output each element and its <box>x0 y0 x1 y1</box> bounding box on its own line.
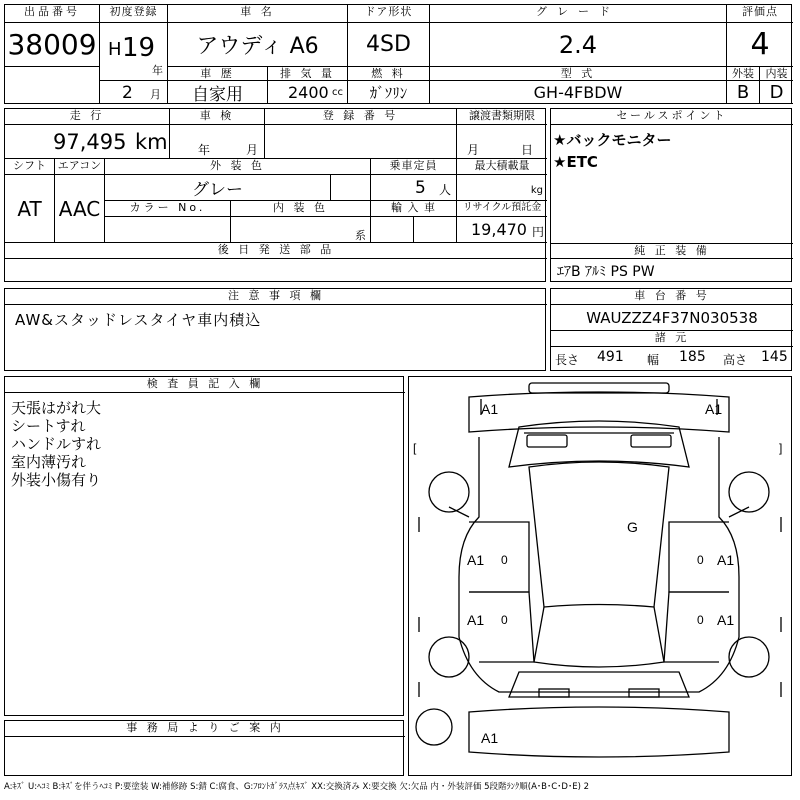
insp-year-unit: 年 <box>198 143 211 157</box>
sales-point-2: ★ETC <box>553 153 598 171</box>
load-label: 最大積載量 <box>457 159 547 175</box>
score-label: 評価点 <box>727 5 793 23</box>
mark-right-front-door: A1 <box>717 552 735 568</box>
parts <box>5 259 547 281</box>
color-no-label: カラー No. <box>105 201 231 217</box>
shift-label: シフト <box>5 159 55 175</box>
length-label: 長さ <box>555 353 580 367</box>
mark-left-rear-door: A1 <box>467 612 485 628</box>
model-label: 型 式 <box>430 67 727 81</box>
door-type: 4SD <box>348 23 430 67</box>
import-b <box>414 217 457 243</box>
notes: AW&スタッドレスタイヤ車内積込 <box>15 311 262 329</box>
displacement-unit: cc <box>332 87 343 98</box>
notes-section <box>4 288 546 371</box>
capacity-unit: 人 <box>439 183 452 197</box>
inspector-line-2: シートすれ <box>11 417 86 435</box>
history-label: 車 歴 <box>168 67 268 81</box>
int-color-unit: 系 <box>355 229 366 242</box>
reg-no <box>265 125 457 159</box>
displacement <box>268 81 348 104</box>
chassis-label: 車 台 番 号 <box>551 289 793 305</box>
transfer-day: 日 <box>521 143 534 157</box>
ac-label: エアコン <box>55 159 105 175</box>
bracket-left: [ <box>413 441 417 455</box>
mark-right-rear-door: A1 <box>717 612 735 628</box>
int-color-label: 内 装 色 <box>231 201 371 217</box>
width-label: 幅 <box>647 353 660 367</box>
exterior-grade: B <box>727 81 760 104</box>
mileage <box>5 125 170 159</box>
reg-year: 19 <box>122 33 156 63</box>
inspection <box>170 125 265 159</box>
era: H <box>108 39 122 60</box>
chassis-section <box>550 288 792 371</box>
import-label: 輸 入 車 <box>371 201 457 217</box>
transfer-label: 譲渡書類期限 <box>457 109 547 125</box>
legend-footer: A:ｷｽﾞ U:ﾍｺﾐ B:ｷｽﾞを伴うﾍｺﾐ P:要塗装 W:補修跡 S:錆 C:腐食、G:ﾌﾛﾝﾄｶﾞﾗｽ点ｷｽﾞ XX:交換済み X:要交換 欠:欠品 内・外装評価 5段階ﾗﾝｸ順(A･B･C･D･E) 2 <box>4 782 590 792</box>
zero-mark-3: 0 <box>501 613 508 627</box>
damage-diagram <box>408 376 792 776</box>
sales-section <box>550 108 792 282</box>
parts-label: 後 日 発 送 部 品 <box>5 243 547 259</box>
mileage-unit: km <box>135 130 168 154</box>
mark-rear: A1 <box>481 730 499 746</box>
inspector-line-3: ハンドルすれ <box>11 435 102 453</box>
ac: AAC <box>55 175 105 243</box>
sales-label: セールスポイント <box>551 109 793 125</box>
import-a <box>371 217 414 243</box>
grade: 2.4 <box>430 23 727 67</box>
interior-label: 内装 <box>760 67 793 81</box>
recycle-label: リサイクル預託金 <box>457 201 547 217</box>
capacity-label: 乗車定員 <box>371 159 457 175</box>
mileage-label: 走 行 <box>5 109 170 125</box>
bracket-right: ] <box>779 441 783 455</box>
car-name: アウディ A6 <box>168 23 348 67</box>
recycle-unit: 円 <box>531 225 544 239</box>
month-unit: 月 <box>150 88 161 101</box>
height-label: 高さ <box>723 353 748 367</box>
score: 4 <box>727 23 793 67</box>
office-label: 事 務 局 よ り ご 案 内 <box>5 721 405 737</box>
year-unit: 年 <box>152 64 163 77</box>
mark-roof: G <box>627 519 638 535</box>
fuel-label: 燃 料 <box>348 67 430 81</box>
capacity-value: 5 <box>415 178 426 198</box>
car-name-label: 車 名 <box>168 5 348 23</box>
lot-number: 38009 <box>5 23 100 67</box>
interior-grade: D <box>760 81 793 104</box>
car-diagram-svg <box>409 377 791 775</box>
reg-month: 2 <box>122 83 133 103</box>
capacity <box>371 175 457 201</box>
recycle-value: 19,470 <box>471 220 527 239</box>
color-label: 外 装 色 <box>105 159 371 175</box>
shift: AT <box>5 175 55 243</box>
equipment-label: 純 正 装 備 <box>551 243 793 259</box>
notes-label: 注 意 事 項 欄 <box>5 289 547 305</box>
zero-mark-1: 0 <box>501 553 508 567</box>
door-label: ドア形状 <box>348 5 430 23</box>
dims <box>551 347 793 371</box>
int-color <box>231 217 371 243</box>
lot-label: 出品番号 <box>5 5 100 23</box>
length: 491 <box>597 349 624 365</box>
history: 自家用 <box>168 81 268 104</box>
width: 185 <box>679 349 706 365</box>
first-reg-year <box>100 23 168 81</box>
spec-section <box>4 108 546 282</box>
model: GH-4FBDW <box>430 81 727 104</box>
load-unit: kg <box>530 185 543 196</box>
recycle <box>457 217 547 243</box>
lot-blank <box>5 67 100 104</box>
first-reg-month <box>100 81 168 104</box>
inspector-line-4: 室内薄汚れ <box>11 453 87 471</box>
mark-front-left: A1 <box>481 401 499 417</box>
load <box>457 175 547 201</box>
mark-left-front-door: A1 <box>467 552 485 568</box>
fuel: ｶﾞｿﾘﾝ <box>348 81 430 104</box>
inspector-section <box>4 376 404 716</box>
exterior-label: 外装 <box>727 67 760 81</box>
zero-mark-4: 0 <box>697 613 704 627</box>
first-reg-label: 初度登録 <box>100 5 168 23</box>
color-no <box>105 217 231 243</box>
inspection-label: 車 検 <box>170 109 265 125</box>
sales-point-1: ★バックモニター <box>553 131 672 149</box>
dims-label: 諸 元 <box>551 331 793 347</box>
transfer <box>457 125 547 159</box>
inspector-line-1: 天張はがれ大 <box>11 399 102 417</box>
displacement-value: 2400 <box>288 83 329 102</box>
header-section <box>4 4 792 104</box>
inspector-line-5: 外装小傷有り <box>11 471 102 489</box>
office-section <box>4 720 404 776</box>
mileage-value: 97,495 <box>53 130 127 154</box>
color: グレー <box>105 175 331 201</box>
transfer-month: 月 <box>467 143 480 157</box>
chassis-number: WAUZZZ4F37N030538 <box>551 305 793 331</box>
inspector-label: 検 査 員 記 入 欄 <box>5 377 405 393</box>
mark-front-right: A1 <box>705 401 723 417</box>
color-extra <box>331 175 371 201</box>
grade-label: グレード <box>430 5 727 23</box>
zero-mark-2: 0 <box>697 553 704 567</box>
height: 145 <box>761 349 788 365</box>
reg-no-label: 登 録 番 号 <box>265 109 457 125</box>
insp-month-unit: 月 <box>246 143 259 157</box>
equipment: ｴｱB ｱﾙﾐ PS PW <box>557 264 655 280</box>
displacement-label: 排 気 量 <box>268 67 348 81</box>
